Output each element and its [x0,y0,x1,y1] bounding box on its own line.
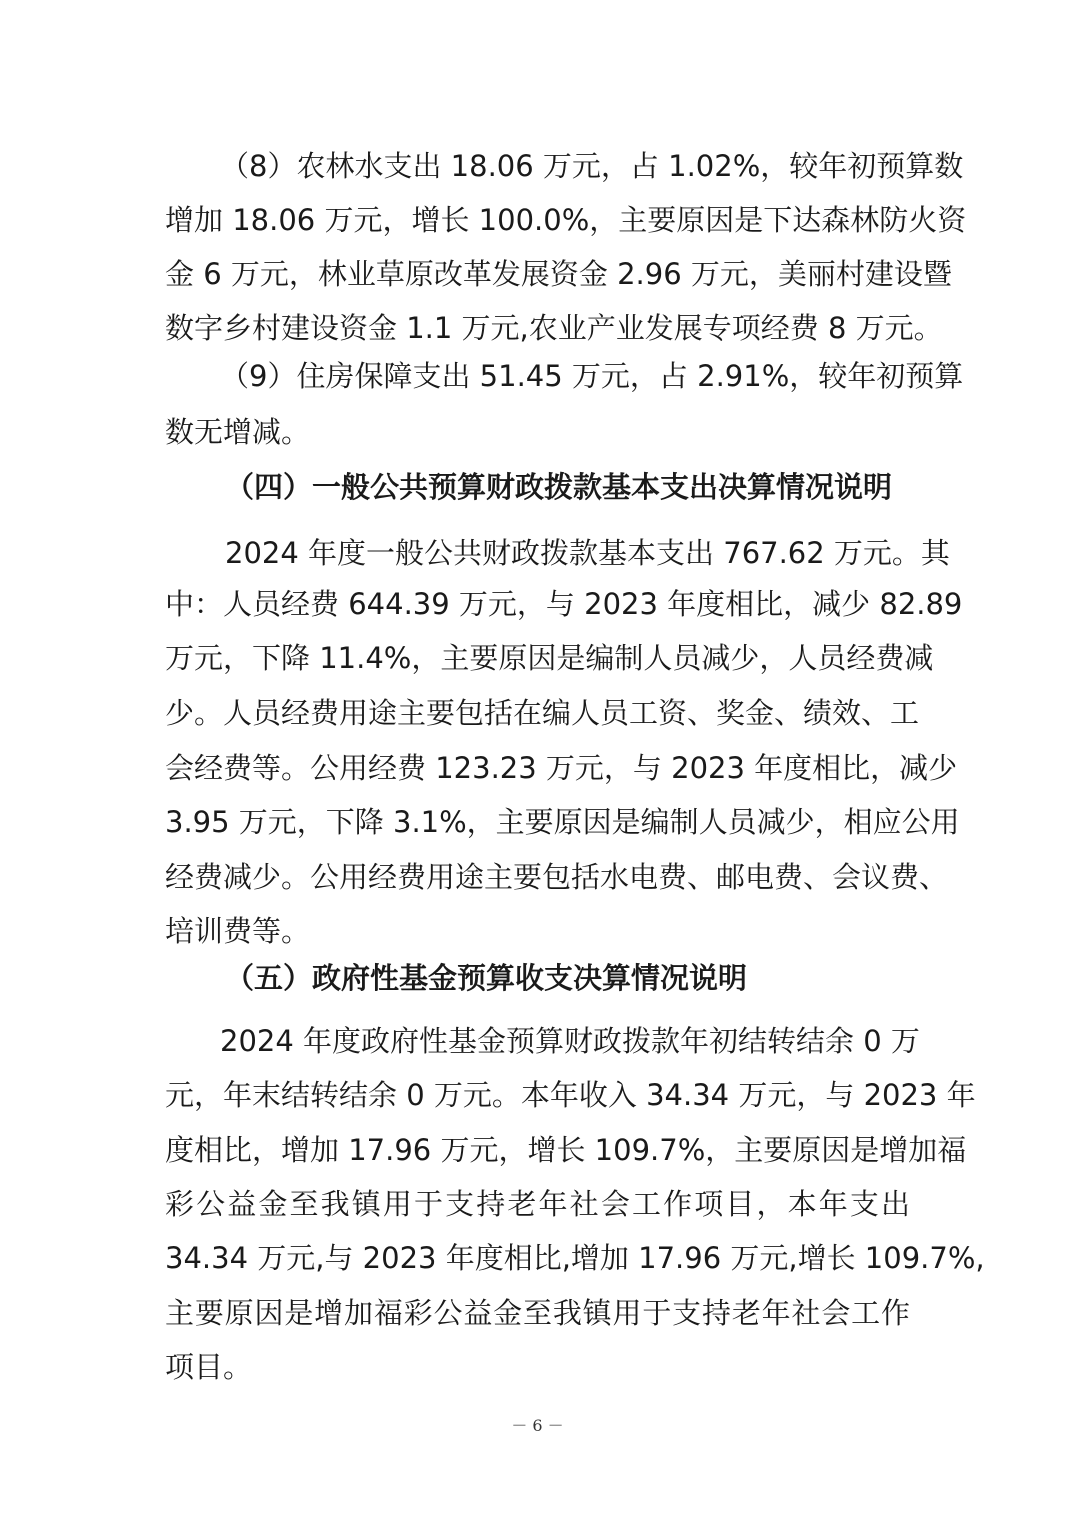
para8-line: （8）农林水支出 18.06 万元，占 1.02%，较年初预算数 [220,149,964,183]
para5-line: 元，年末结转结余 0 万元。本年收入 34.34 万元，与 2023 年 [165,1078,976,1112]
page-number: － 6 － [511,1416,564,1435]
para8-line: 金 6 万元，林业草原改革发展资金 2.96 万元，美丽村建设暨 [165,257,952,291]
para4-line: 2024 年度一般公共财政拨款基本支出 767.62 万元。其 [225,536,950,570]
para5-line: 2024 年度政府性基金预算财政拨款年初结转结余 0 万 [220,1024,920,1058]
para4-line: 培训费等。 [165,914,311,948]
para9-line: （9）住房保障支出 51.45 万元，占 2.91%，较年初预算 [220,359,964,393]
para5-line: 主要原因是增加福彩公益金至我镇用于支持老年社会工作 [165,1296,910,1330]
section-heading-5: （五）政府性基金预算收支决算情况说明 [225,961,748,995]
para8-line: 增加 18.06 万元，增长 100.0%，主要原因是下达森林防火资 [165,203,967,237]
para4-line: 少。人员经费用途主要包括在编人员工资、奖金、绩效、工 [165,696,920,730]
para5-line: 彩公益金至我镇用于支持老年社会工作项目，本年支出 [165,1187,910,1221]
para4-line: 3.95 万元，下降 3.1%，主要原因是编制人员减少，相应公用 [165,805,960,839]
para4-line: 中：人员经费 644.39 万元，与 2023 年度相比，减少 82.89 [165,587,963,621]
para9-line: 数无增减。 [165,415,311,449]
para5-line: 度相比，增加 17.96 万元，增长 109.7%，主要原因是增加福 [165,1133,967,1167]
para4-line: 万元，下降 11.4%，主要原因是编制人员减少，人员经费减 [165,641,934,675]
para4-line: 经费减少。公用经费用途主要包括水电费、邮电费、会议费、 [165,860,949,894]
para4-line: 会经费等。公用经费 123.23 万元，与 2023 年度相比，减少 [165,751,958,785]
para5-line: 项目。 [165,1350,253,1384]
section-heading-4: （四）一般公共预算财政拨款基本支出决算情况说明 [225,470,893,504]
para5-line: 34.34 万元,与 2023 年度相比,增加 17.96 万元,增长 109.7%, [165,1241,985,1275]
para8-line: 数字乡村建设资金 1.1 万元,农业产业发展专项经费 8 万元。 [165,311,943,345]
